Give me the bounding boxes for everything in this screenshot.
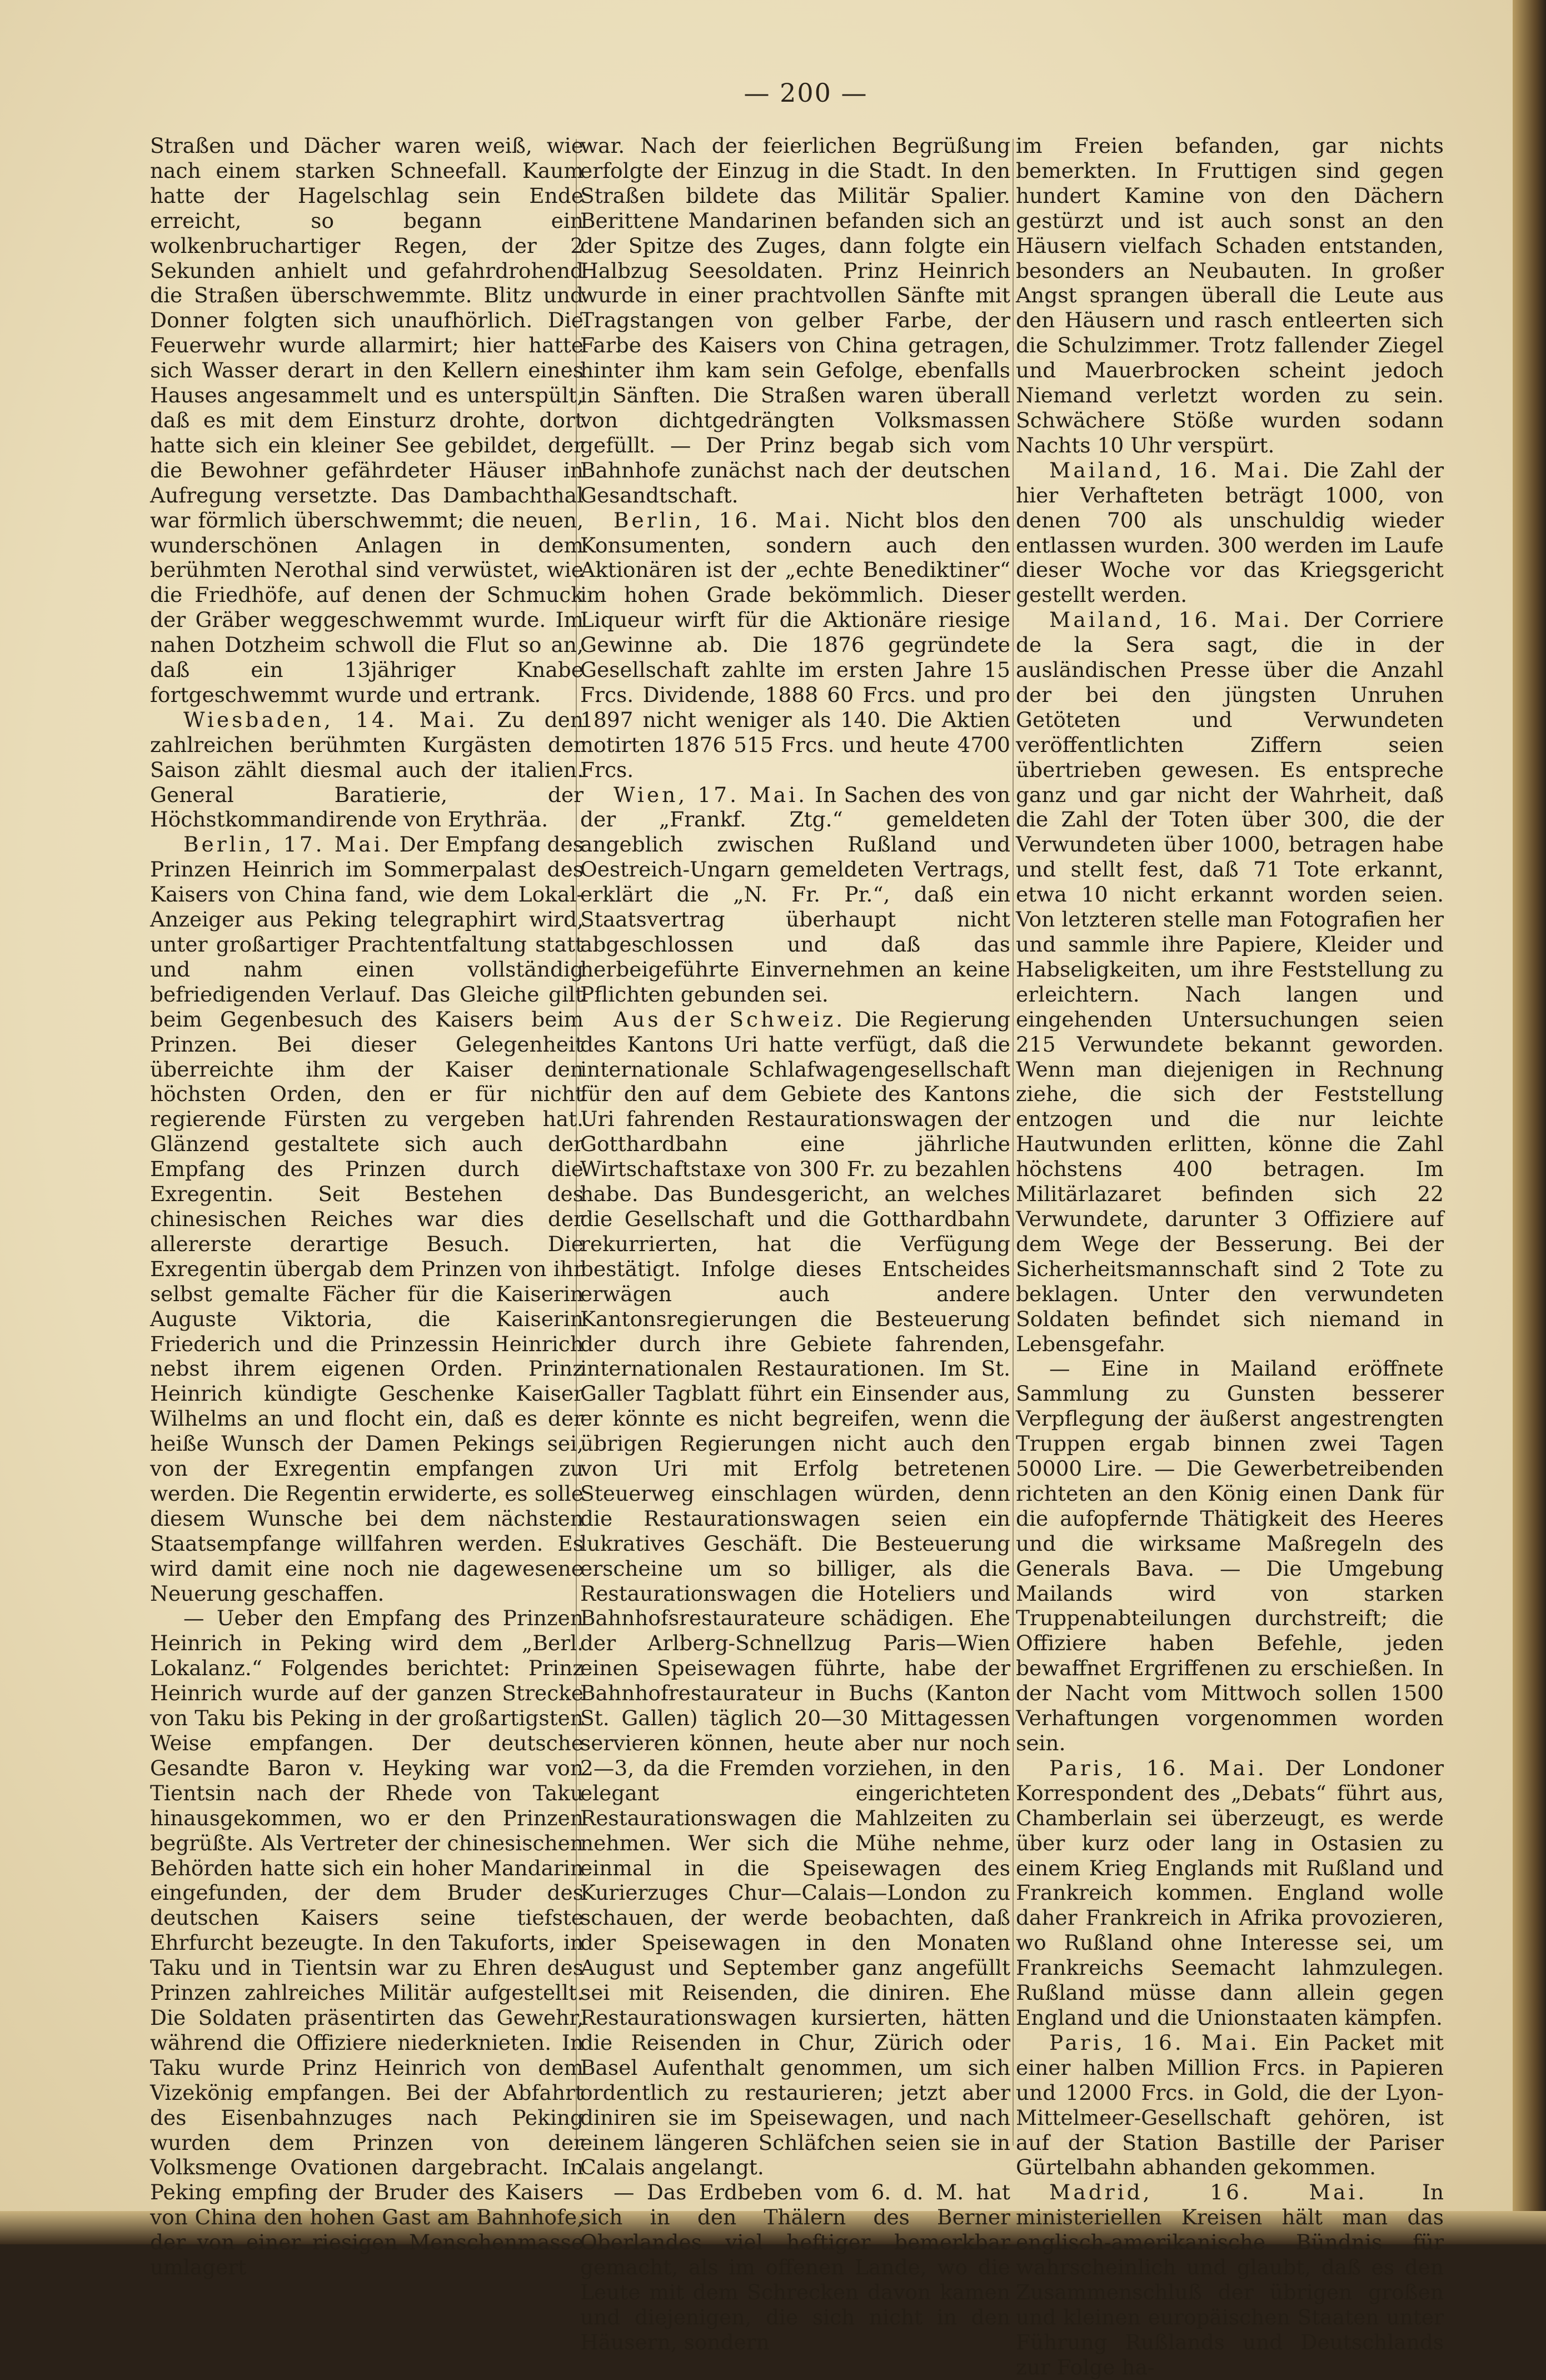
article-paragraph bbox=[1016, 1756, 1444, 2030]
dateline: Aus der Schweiz. bbox=[614, 1007, 846, 1032]
dateline: Mailand, 16. Mai. bbox=[1049, 608, 1293, 633]
paragraph-text: Der Corriere de la Sera sagt, die in der ausländischen Presse über die Anzahl der bei den jüngsten Unruhen Getöteten und Verwundeten veröffentlichten Ziffern seien übertrieben gewesen. Es entspreche ganz und gar nicht der Wahrheit, daß die Zahl der Toten über 300, die der Verwundeten über 1000, betragen habe und stellt fest, daß 71 Tote erkannt, etwa 10 nicht erkannt worden seien. Von letzteren stelle man Fotografien her und sammle ihre Papiere, Kleider und Habseligkeiten, um ihre Feststellung zu erleichtern. Nach langen und eingehenden Untersuchungen seien 215 Verwundete bekannt geworden. Wenn man diejenigen in Rechnung ziehe, die sich der Feststellung entzogen und die nur leichte Hautwunden erlitten, könne die Zahl höchstens 400 betragen. Im Militärlazaret befinden sich 22 Verwundete, darunter 3 Offiziere auf dem Wege der Besserung. Bei der Sicherheitsmannschaft sind 2 Tote zu beklagen. Unter den verwundeten Soldaten befindet sich niemand in Lebensgefahr. bbox=[1016, 608, 1444, 1356]
article-paragraph bbox=[580, 783, 1010, 1007]
dateline: Wien, 17. Mai. bbox=[614, 782, 808, 807]
paragraph-text: im Freien befanden, gar nichts bemerkten. In Fruttigen sind gegen hundert Kamine von den Dächern gestürzt und ist auch sonst an den Häusern vielfach Schaden entstanden, besonders an Neubauten. In großer Angst sprangen überall die Leute aus den Häusern und rasch entleerten sich die Schulzimmer. Trotz fallender Ziegel und Mauerbrocken scheint jedoch Niemand verletzt worden zu sein. Schwächere Stöße wurden sodann Nachts 10 Uhr verspürt. bbox=[1016, 133, 1444, 457]
paragraph-text: — Eine in Mailand eröffnete Sammlung zu Gunsten besserer Verpflegung der äußerst angestrengten Truppen ergab binnen zwei Tagen 50000 Lire. — Die Gewerbetreibenden richteten an den König einen Dank für die aufopfernde Thätigkeit des Heeres und die wirksame Maßregeln des Generals Bava. — Die Umgebung Mailands wird von starken Truppenabteilungen durchstreift; die Offiziere haben Befehle, jeden bewaffnet Ergriffenen zu erschießen. In der Nacht vom Mittwoch sollen 1500 Verhaftungen vorgenommen worden sein. bbox=[1016, 1356, 1444, 1755]
paragraph-text: war. Nach der feierlichen Begrüßung erfolgte der Einzug in die Stadt. In den Straßen bildete das Militär Spalier. Berittene Mandarinen befanden sich an der Spitze des Zuges, dann folgte ein Halbzug Seesoldaten. Prinz Heinrich wurde in einer prachtvollen Sänfte mit Tragstangen von gelber Farbe, der Farbe des Kaisers von China getragen, hinter ihm kam sein Gefolge, ebenfalls in Sänften. Die Straßen waren überall von dichtgedrängten Volksmassen gefüllt. — Der Prinz begab sich vom Bahnhofe zunächst nach der deutschen Gesandtschaft. bbox=[580, 133, 1010, 507]
paragraph-text: Der Empfang des Prinzen Heinrich im Sommerpalast des Kaisers von China fand, wie dem Lokal-Anzeiger aus Peking telegraphirt wird, unter großartiger Prachtentfaltung statt und nahm einen vollständig befriedigenden Verlauf. Das Gleiche gilt beim Gegenbesuch des Kaisers beim Prinzen. Bei dieser Gelegenheit überreichte ihm der Kaiser den höchsten Orden, den er für nicht regierende Fürsten zu vergeben hat. Glänzend gestaltete sich auch der Empfang des Prinzen durch die Exregentin. Seit Bestehen des chinesischen Reiches war dies der allererste derartige Besuch. Die Exregentin übergab dem Prinzen von ihr selbst gemalte Fächer für die Kaiserin Auguste Viktoria, die Kaiserin Friederich und die Prinzessin Heinrich nebst ihrem eigenen Orden. Prinz Heinrich kündigte Geschenke Kaiser Wilhelms an und flocht ein, daß es der heiße Wunsch der Damen Pekings sei, von der Exregentin empfangen zu werden. Die Regentin erwiderte, es solle diesem Wunsche bei dem nächsten Staatsempfange willfahren werden. Es wird damit eine noch nie dagewesene Neuerung geschaffen. bbox=[150, 832, 584, 1606]
article-paragraph bbox=[580, 508, 1010, 783]
article-paragraph bbox=[1016, 1356, 1444, 1756]
article-paragraph bbox=[580, 133, 1010, 508]
dateline: Paris, 16. Mai. bbox=[1049, 2030, 1260, 2055]
article-paragraph bbox=[1016, 608, 1444, 1356]
dateline: Madrid, 16. Mai. bbox=[1049, 2180, 1368, 2205]
text-column-2 bbox=[580, 133, 1011, 2354]
paragraph-text: Ein Packet mit einer halben Million Frcs. in Papieren und 12000 Frcs. in Gold, die der Lyon-Mittelmeer-Gesellschaft gehören, ist auf der Station Bastille der Pariser Gürtelbahn abhanden gekommen. bbox=[1016, 2030, 1444, 2180]
article-paragraph bbox=[1016, 133, 1444, 458]
article-paragraph bbox=[580, 2180, 1010, 2354]
article-paragraph bbox=[150, 1606, 584, 2279]
paragraph-text: Die Zahl der hier Verhafteten beträgt 1000, von denen 700 als unschuldig wieder entlassen wurden. 300 werden im Laufe dieser Woche vor das Kriegsgericht gestellt werden. bbox=[1016, 457, 1444, 608]
dateline: Paris, 16. Mai. bbox=[1049, 1755, 1267, 1780]
paragraph-text: Zu den zahlreichen berühmten Kurgästen der Saison zählt diesmal auch der italien. General Baratierie, der Höchstkommandirende von Erythräa. bbox=[150, 707, 584, 832]
column-rule bbox=[1013, 139, 1014, 2145]
page-edge-shadow bbox=[1513, 0, 1546, 2244]
page-number: — 200 — bbox=[744, 78, 868, 108]
dateline: Berlin, 16. Mai. bbox=[614, 507, 834, 532]
paragraph-text: Nicht blos den Konsumenten, sondern auch den Aktionären ist der „echte Benediktiner“ im hohen Grade bekömmlich. Dieser Liqueur wirft für die Aktionäre riesige Gewinne ab. Die 1876 gegründete Gesellschaft zahlte im ersten Jahre 15 Frcs. Dividende, 1888 60 Frcs. und pro 1897 nicht weniger als 140. Die Aktien notirten 1876 515 Frcs. und heute 4700 Frcs. bbox=[580, 507, 1010, 782]
paragraph-text: Straßen und Dächer waren weiß, wie nach einem starken Schneefall. Kaum hatte der Hagelschlag sein Ende erreicht, so begann ein wolkenbruchartiger Regen, der 2 Sekunden anhielt und gefahrdrohend die Straßen überschwemmte. Blitz und Donner folgten sich unaufhörlich. Die Feuerwehr wurde allarmirt; hier hatte sich Wasser derart in den Kellern eines Hauses angesammelt und es unterspült, daß es mit dem Einsturz drohte, dort hatte sich ein kleiner See gebildet, der die Bewohner gefährdeter Häuser in Aufregung versetzte. Das Dambachthal war förmlich überschwemmt; die neuen, wunderschönen Anlagen in dem berühmten Nerothal sind verwüstet, wie die Friedhöfe, auf denen der Schmuck der Gräber weggeschwemmt wurde. Im nahen Dotzheim schwoll die Flut so an, daß ein 13jähriger Knabe fortgeschwemmt wurde und ertrank. bbox=[150, 133, 584, 707]
dateline: Mailand, 16. Mai. bbox=[1049, 457, 1292, 482]
article-paragraph bbox=[150, 832, 584, 1606]
article-paragraph bbox=[1016, 2030, 1444, 2180]
article-paragraph bbox=[150, 708, 584, 833]
paragraph-text: Der Londoner Korrespondent des „Debats“ führt aus, Chamberlain sei überzeugt, es werde über kurz oder lang in Ostasien zu einem Krieg Englands mit Rußland und Frankreich kommen. England wolle daher Frankreich in Afrika provozieren, wo Rußland ohne Interesse sei, um Frankreichs Seemacht lahmzulegen. Rußland müsse dann allein gegen England und die Unionstaaten kämpfen. bbox=[1016, 1755, 1444, 2030]
article-paragraph bbox=[150, 133, 584, 708]
paragraph-text: — Das Erdbeben vom 6. d. M. hat sich in den Thälern des Berner Oberlandes viel heftiger bemerkbar gemacht, als im offenen Lande, wo die Leute mit dem Schrecken davon kamen und diejenigen, die sich nicht in den Häusern, sondern bbox=[580, 2180, 1010, 2354]
text-column-1 bbox=[150, 133, 584, 2280]
paragraph-text: In ministeriellen Kreisen hält man das englisch-amerikanische Bündnis für wahrscheinlich und glaubt, daß es den Zusammenschluß der übrigen großen und kleinen europäischen Staaten unter Führung Rußlands und Deutschlands zur Folge ha- bbox=[1016, 2180, 1444, 2379]
article-paragraph bbox=[580, 1007, 1010, 2180]
dateline: Wiesbaden, 14. Mai. bbox=[183, 707, 478, 732]
paragraph-text: — Ueber den Empfang des Prinzen Heinrich in Peking wird dem „Berl. Lokalanz.“ Folgendes berichtet: Prinz Heinrich wurde auf der ganzen Strecke von Taku bis Peking in der großartigsten Weise empfangen. Der deutsche Gesandte Baron v. Heyking war von Tientsin nach der Rhede von Taku hinausgekommen, wo er den Prinzen begrüßte. Als Vertreter der chinesischen Behörden hatte sich ein hoher Mandarin eingefunden, der dem Bruder des deutschen Kaisers seine tiefste Ehrfurcht bezeugte. In den Takuforts, in Taku und in Tientsin war zu Ehren des Prinzen zahlreiches Militär aufgestellt. Die Soldaten präsentirten das Gewehr, während die Offiziere niederknieten. In Taku wurde Prinz Heinrich von dem Vizekönig empfangen. Bei der Abfahrt des Eisenbahnzuges nach Peking wurden dem Prinzen von der Volksmenge Ovationen dargebracht. In Peking empfing der Bruder des Kaisers von China den hohen Gast am Bahnhofe, der von einer riesigen Menschenmasse umlagert bbox=[150, 1606, 584, 2280]
article-paragraph bbox=[1016, 458, 1444, 608]
paragraph-text: Die Regierung des Kantons Uri hatte verfügt, daß die internationale Schlafwagengesellschaft für den auf dem Gebiete des Kantons Uri fahrenden Restaurationswagen der Gotthardbahn eine jährliche Wirtschaftstaxe von 300 Fr. zu bezahlen habe. Das Bundesgericht, an welches die Gesellschaft und die Gotthardbahn rekurrierten, hat die Verfügung bestätigt. Infolge dieses Entscheides erwägen auch andere Kantonsregierungen die Besteuerung der durch ihre Gebiete fahrenden, internationalen Restaurationen. Im St. Galler Tagblatt führt ein Einsender aus, er könnte es nicht begreifen, wenn die übrigen Regierungen nicht auch den von Uri mit Erfolg betretenen Steuerweg einschlagen würden, denn die Restaurationswagen seien ein lukratives Geschäft. Die Besteuerung erscheine um so billiger, als die Restaurationswagen die Hoteliers und Bahnhofsrestaurateure schädigen. Ehe der Arlberg-Schnellzug Paris—Wien einen Speisewagen führte, habe der Bahnhofrestaurateur in Buchs (Kanton St. Gallen) täglich 20—30 Mittagessen servieren können, heute aber nur noch 2—3, da die Fremden vorziehen, in den elegant eingerichteten Restaurationswagen die Mahlzeiten zu nehmen. Wer sich die Mühe nehme, einmal in die Speisewagen des Kurierzuges Chur—Calais—London zu schauen, der werde beobachten, daß der Speisewagen in den Monaten August und September ganz angefüllt sei mit Reisenden, die diniren. Ehe Restaurationswagen kursierten, hätten die Reisenden in Chur, Zürich oder Basel Aufenthalt genommen, um sich ordentlich zu restaurieren; jetzt aber diniren sie im Speisewagen, und nach einem längeren Schläfchen seien sie in Calais angelangt. bbox=[580, 1007, 1011, 2180]
text-column-3 bbox=[1016, 133, 1444, 2379]
paragraph-text: In Sachen des von der „Frankf. Ztg.“ gemeldeten angeblich zwischen Rußland und Oestreich-Ungarn gemeldeten Vertrags, erklärt die „N. Fr. Pr.“, daß ein Staatsvertrag überhaupt nicht abgeschlossen und daß das herbeigeführte Einvernehmen an keine Pflichten gebunden sei. bbox=[580, 782, 1010, 1007]
article-paragraph bbox=[1016, 2180, 1444, 2379]
dateline: Berlin, 17. Mai. bbox=[183, 832, 393, 857]
